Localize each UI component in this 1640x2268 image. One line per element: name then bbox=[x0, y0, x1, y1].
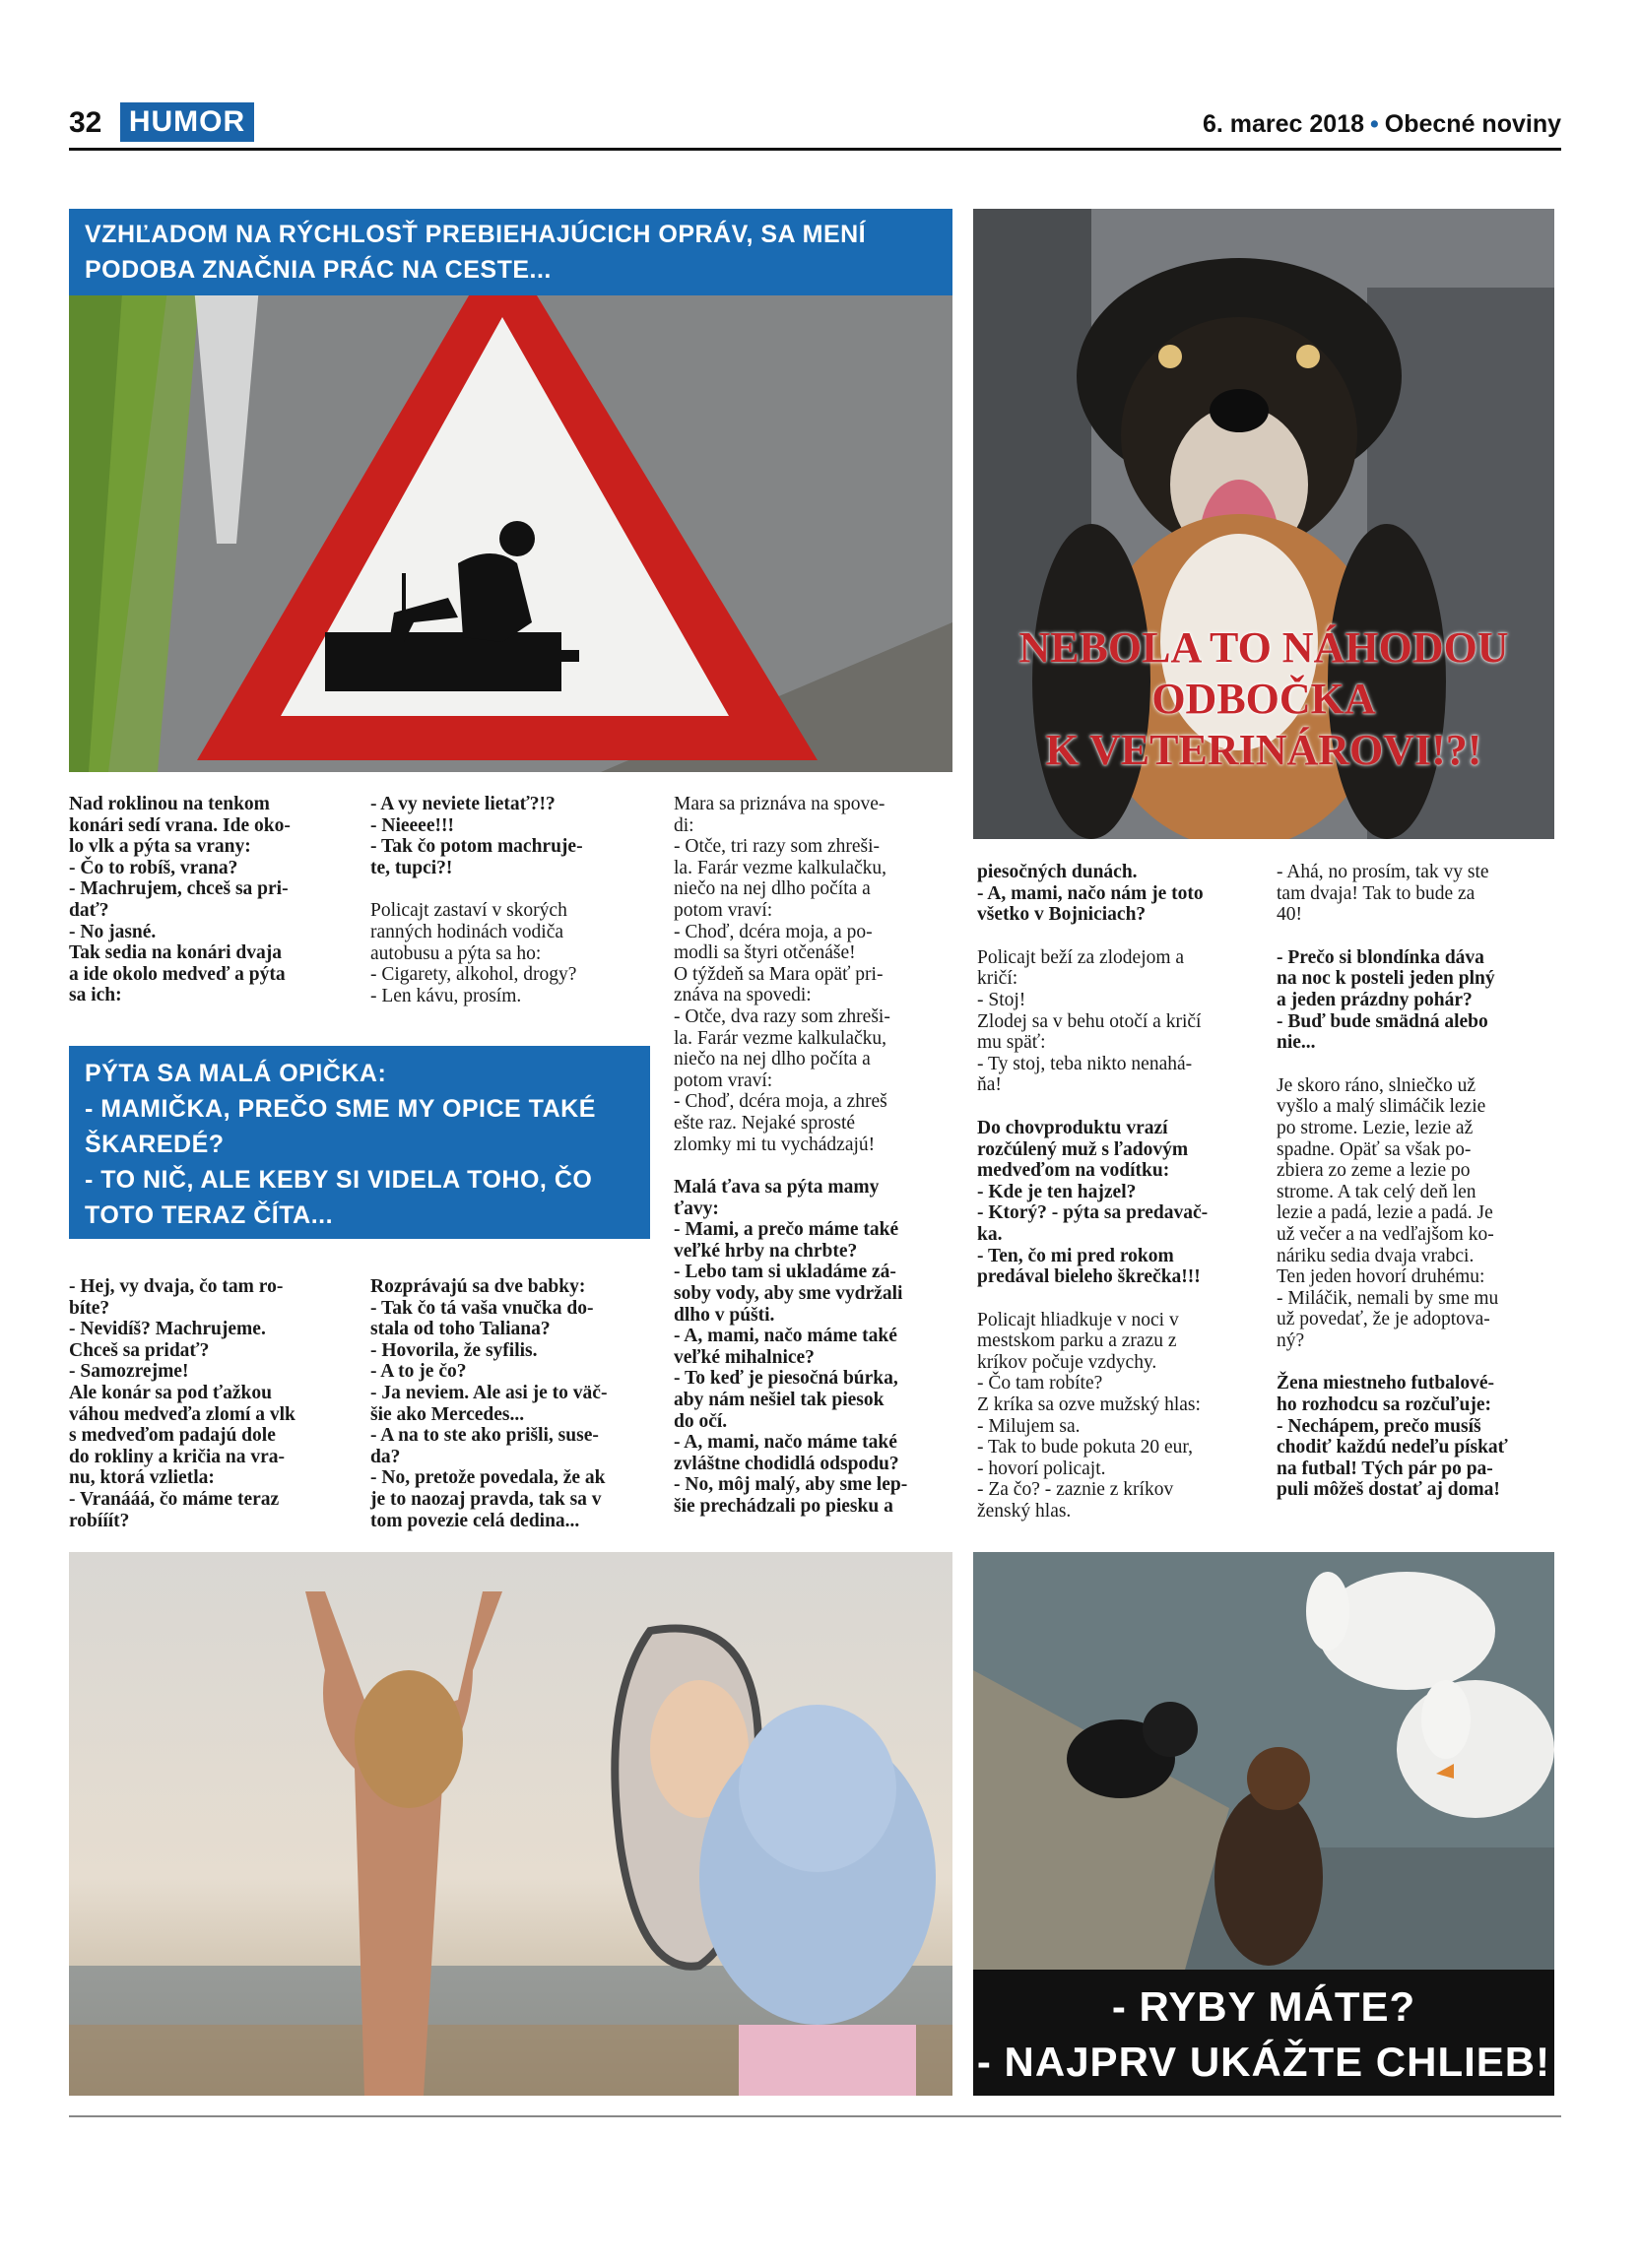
text-line: na futbal! Tých pár po pa- bbox=[1277, 1458, 1493, 1479]
text-line: - Vranááá, čo máme teraz bbox=[69, 1488, 280, 1510]
text-line: - Ja neviem. Ale asi je to väč- bbox=[370, 1382, 608, 1403]
text-line: Malá ťava sa pýta mamy bbox=[674, 1177, 880, 1199]
text-line: - To keď je piesočná búrka, bbox=[674, 1368, 898, 1390]
text-line: - Ten, čo mi pred rokom bbox=[977, 1245, 1174, 1266]
text-line: - Miláčik, nemali by sme mu bbox=[1277, 1287, 1499, 1309]
separator-dot: • bbox=[1370, 110, 1379, 138]
text-line: ranných hodinách vodiča bbox=[370, 921, 564, 942]
text-line: medveďom na vodítku: bbox=[977, 1160, 1170, 1182]
text-line: Tak sedia na konári dvaja bbox=[69, 942, 283, 964]
text-line: - Hej, vy dvaja, čo tam ro- bbox=[69, 1276, 284, 1297]
text-line: Ten jeden hovorí druhému: bbox=[1277, 1266, 1485, 1288]
joke-crow-ending bbox=[370, 794, 646, 878]
text-line: zbiera zo zeme a lezie po bbox=[1277, 1160, 1471, 1182]
joke-crow-continued bbox=[69, 1276, 345, 1531]
text-line: Rozprávajú sa dve babky: bbox=[370, 1276, 586, 1297]
mirror-cartoon-photo bbox=[69, 1552, 952, 2096]
text-line: soby vody, aby sme vydržali bbox=[674, 1283, 903, 1305]
text-line: Nad roklinou na tenkom bbox=[69, 794, 270, 814]
text-line: a jeden prázdny pohár? bbox=[1277, 989, 1473, 1010]
text-line: Mara sa priznáva na spove- bbox=[674, 794, 886, 814]
headline-line: PÝTA SA MALÁ OPIČKA: bbox=[85, 1060, 387, 1087]
text-line: dať? bbox=[69, 899, 109, 921]
text-line: a ide okolo medveď a pýta bbox=[69, 963, 286, 985]
text-line: O týždeň sa Mara opäť pri- bbox=[674, 963, 884, 985]
text-line: - Ty stoj, teba nikto nenahá- bbox=[977, 1053, 1193, 1074]
headline-line: VZHĽADOM NA RÝCHLOSŤ PREBIEHAJÚCICH OPRÁV, SA MENÍ bbox=[85, 221, 867, 248]
text-line: lo vlk a pýta sa vrany: bbox=[69, 836, 251, 858]
text-line: potom vraví: bbox=[674, 899, 773, 921]
text-line: potom vraví: bbox=[674, 1069, 773, 1091]
text-line: Žena miestneho futbalové- bbox=[1277, 1373, 1494, 1394]
text-line: - Čo to robíš, vrana? bbox=[69, 857, 238, 878]
text-line: ný? bbox=[1277, 1329, 1305, 1351]
text-line: ženský hlas. bbox=[977, 1501, 1072, 1523]
text-line: la. Farár vezme kalkulačku, bbox=[674, 1027, 887, 1049]
text-line: šie ako Mercedes... bbox=[370, 1403, 525, 1425]
text-line: - A, mami, načo máme také bbox=[674, 1326, 897, 1347]
footer-rule bbox=[69, 2115, 1561, 2117]
text-line: tom povezie celá dedina... bbox=[370, 1510, 580, 1531]
text-line: - Cigarety, alkohol, drogy? bbox=[370, 964, 577, 986]
text-line: - Len kávu, prosím. bbox=[370, 985, 522, 1006]
text-line: - Samozrejme! bbox=[69, 1361, 189, 1383]
headline-line: TOTO TERAZ ČÍTA... bbox=[85, 1201, 334, 1229]
text-line: ešte raz. Nejaké sprosté bbox=[674, 1112, 856, 1134]
joke-blonde bbox=[1277, 947, 1554, 1054]
section-label: HUMOR bbox=[120, 102, 254, 142]
dog-photo bbox=[973, 209, 1554, 839]
text-line: Do chovproduktu vrazí bbox=[977, 1117, 1168, 1138]
text-line: - Mami, a prečo máme také bbox=[674, 1219, 899, 1241]
joke-confession bbox=[674, 794, 950, 1155]
text-line: sa ich: bbox=[69, 985, 122, 1006]
joke-camel-ending bbox=[977, 862, 1255, 926]
text-line: - Machrujem, chceš sa pri- bbox=[69, 878, 289, 900]
text-line: modli sa štyri otčenáše! bbox=[674, 942, 856, 964]
dog-caption-line: K VETERINÁROVI!?! bbox=[1045, 726, 1482, 774]
text-line: - Milujem sa. bbox=[977, 1415, 1081, 1437]
text-line: Policajt zastaví v skorých bbox=[370, 900, 567, 922]
cats-caption-line: - RYBY MÁTE? bbox=[1111, 1983, 1416, 2030]
dog-caption-line: NEBOLA TO NÁHODOU bbox=[1018, 623, 1509, 672]
text-line: Zlodej sa v behu otočí a kričí bbox=[977, 1010, 1202, 1032]
headline-line: - MAMIČKA, PREČO SME MY OPICE TAKÉ bbox=[85, 1095, 596, 1123]
cats-and-swans-photo bbox=[973, 1552, 1554, 2096]
joke-park bbox=[977, 1310, 1255, 1523]
text-line: autobusu a pýta sa ho: bbox=[370, 942, 542, 964]
text-line: - Hovorila, že syfilis. bbox=[370, 1339, 538, 1361]
text-line: ňa! bbox=[977, 1074, 1002, 1096]
text-line: - Za čo? - zaznie z kríkov bbox=[977, 1479, 1174, 1501]
headline-line: PODOBA ZNAČNIA PRÁC NA CESTE... bbox=[85, 256, 552, 284]
text-line: ka. bbox=[977, 1223, 1003, 1245]
text-line: Chceš sa pridať? bbox=[69, 1339, 210, 1361]
text-line: mu späť: bbox=[977, 1032, 1046, 1054]
text-line: kríkov počuje vzdychy. bbox=[977, 1351, 1157, 1373]
headline-line: ŠKAREDÉ? bbox=[85, 1131, 225, 1158]
cats-caption bbox=[973, 1970, 1554, 2096]
cats-caption-line: - NAJPRV UKÁŽTE CHLIEB! bbox=[976, 2039, 1551, 2085]
text-line: zlomky mi tu vychádzajú! bbox=[674, 1134, 876, 1155]
text-line: s medveďom padajú dole bbox=[69, 1425, 276, 1447]
text-line: spadne. Opäť sa však po- bbox=[1277, 1138, 1472, 1160]
text-line: Policajt hliadkuje v noci v bbox=[977, 1309, 1179, 1330]
text-line: - No jasné. bbox=[69, 921, 157, 942]
text-line: strome. A tak celý deň len bbox=[1277, 1181, 1476, 1202]
text-line: - A vy neviete lietať?!? bbox=[370, 794, 556, 814]
joke-column-4 bbox=[977, 862, 1255, 1544]
text-line: niečo na nej dlho počíta a bbox=[674, 878, 871, 900]
text-line: Je skoro ráno, slniečko už bbox=[1277, 1074, 1476, 1096]
text-line: piesočných dunách. bbox=[977, 862, 1138, 882]
text-line: - Stoj! bbox=[977, 989, 1026, 1010]
joke-bus-driver bbox=[370, 900, 646, 1006]
text-line: - Buď bude smädná alebo bbox=[1277, 1010, 1488, 1032]
text-line: - A, mami, načo máme také bbox=[674, 1432, 897, 1454]
text-line: rozčúlený muž s ľadovým bbox=[977, 1138, 1189, 1160]
text-line: - Ktorý? - pýta sa predavač- bbox=[977, 1202, 1209, 1224]
joke-park-ending bbox=[1277, 862, 1554, 926]
joke-snail bbox=[1277, 1075, 1554, 1352]
text-line: náriku sedia dvaja vrabci. bbox=[1277, 1245, 1475, 1266]
text-line: - hovorí policajt. bbox=[977, 1458, 1106, 1479]
dog-caption bbox=[973, 622, 1554, 776]
text-line: - No, môj malý, aby sme lep- bbox=[674, 1474, 908, 1496]
text-line: na noc k posteli jeden plný bbox=[1277, 968, 1495, 990]
text-line: mestskom parku a zrazu z bbox=[977, 1330, 1177, 1352]
text-line: po strome. Lezie, lezie až bbox=[1277, 1117, 1474, 1138]
text-line: chodiť každú nedeľu pískať bbox=[1277, 1437, 1508, 1458]
text-line: - Kde je ten hajzel? bbox=[977, 1181, 1137, 1202]
text-line: di: bbox=[674, 814, 694, 836]
text-line: zvláštne chodidlá odspodu? bbox=[674, 1453, 899, 1474]
text-line: - Nechápem, prečo musíš bbox=[1277, 1415, 1481, 1437]
text-line: do očí. bbox=[674, 1410, 728, 1432]
text-line: da? bbox=[370, 1446, 401, 1467]
text-line: bíte? bbox=[69, 1297, 110, 1319]
text-line: všetko v Bojniciach? bbox=[977, 904, 1147, 926]
text-line: la. Farár vezme kalkulačku, bbox=[674, 857, 887, 878]
joke-column-2-top bbox=[370, 794, 646, 1028]
text-line: konári sedí vrana. Ide oko- bbox=[69, 814, 291, 836]
text-line: - A na to ste ako prišli, suse- bbox=[370, 1425, 599, 1447]
text-line: - Otče, tri razy som zhreši- bbox=[674, 836, 880, 858]
text-line: - Prečo si blondínka dáva bbox=[1277, 946, 1484, 968]
joke-column-3 bbox=[674, 794, 950, 1539]
joke-thief bbox=[977, 947, 1255, 1096]
text-line: Ale konár sa pod ťažkou bbox=[69, 1382, 272, 1403]
text-line: vyšlo a malý slimáčik lezie bbox=[1277, 1096, 1486, 1118]
text-line: - Tak čo potom machruje- bbox=[370, 836, 583, 858]
text-line: stala od toho Taliana? bbox=[370, 1319, 551, 1340]
text-line: puli môžeš dostať aj doma! bbox=[1277, 1479, 1500, 1501]
text-line: znáva na spovedi: bbox=[674, 985, 812, 1006]
text-line: - Čo tam robíte? bbox=[977, 1373, 1103, 1394]
text-line: - Ahá, no prosím, tak vy ste bbox=[1277, 862, 1489, 882]
joke-pet-shop bbox=[977, 1118, 1255, 1288]
text-line: váhou medveďa zlomí a vlk bbox=[69, 1403, 295, 1425]
headline-line: - TO NIČ, ALE KEBY SI VIDELA TOHO, ČO bbox=[85, 1166, 593, 1194]
text-line: ho rozhodcu sa rozčuľuje: bbox=[1277, 1394, 1492, 1416]
text-line: nu, ktorá vzlietla: bbox=[69, 1467, 215, 1489]
text-line: niečo na nej dlho počíta a bbox=[674, 1049, 871, 1070]
text-line: kričí: bbox=[977, 968, 1018, 990]
text-line: - Choď, dcéra moja, a po- bbox=[674, 921, 873, 942]
text-line: - No, pretože povedala, že ak bbox=[370, 1467, 606, 1489]
joke-referee bbox=[1277, 1373, 1554, 1501]
text-line: aby nám nešiel tak piesok bbox=[674, 1390, 885, 1411]
text-line: lezie a padá, lezie a padá. Je bbox=[1277, 1202, 1493, 1224]
text-line: robííít? bbox=[69, 1510, 130, 1531]
text-line: - Tak čo tá vaša vnučka do- bbox=[370, 1297, 594, 1319]
text-line: nie... bbox=[1277, 1032, 1316, 1054]
text-line: veľké hrby na chrbte? bbox=[674, 1240, 858, 1262]
text-line: ťavy: bbox=[674, 1198, 719, 1219]
text-line: predával bieleho škrečka!!! bbox=[977, 1266, 1201, 1288]
text-line: už večer a na vedľajšom ko- bbox=[1277, 1223, 1494, 1245]
text-line: už povedať, že je adoptova- bbox=[1277, 1309, 1490, 1330]
headline-roadworks bbox=[69, 209, 952, 295]
headline-monkey bbox=[69, 1046, 650, 1239]
text-line: veľké mihalnice? bbox=[674, 1346, 815, 1368]
text-line: te, tupci?! bbox=[370, 857, 453, 878]
text-line: Z kríka sa ozve mužský hlas: bbox=[977, 1394, 1201, 1416]
dog-caption-line: ODBOČKA bbox=[1151, 675, 1376, 723]
text-line: 40! bbox=[1277, 904, 1302, 926]
text-line: Policajt beží za zlodejom a bbox=[977, 946, 1185, 968]
text-line: - Lebo tam si ukladáme zá- bbox=[674, 1262, 896, 1283]
issue-date: 6. marec 2018 bbox=[1202, 110, 1365, 138]
joke-camel bbox=[674, 1177, 950, 1518]
header-rule bbox=[69, 148, 1561, 151]
text-line: - Otče, dva razy som zhreši- bbox=[674, 1005, 890, 1027]
issue-info bbox=[1203, 110, 1561, 139]
text-line: je to naozaj pravda, tak sa v bbox=[370, 1488, 602, 1510]
text-line: dlho v púšti. bbox=[674, 1304, 775, 1326]
publication-name: Obecné noviny bbox=[1384, 110, 1561, 138]
page-number: 32 bbox=[69, 106, 102, 139]
text-line: - A to je čo? bbox=[370, 1361, 467, 1383]
joke-grandmothers bbox=[370, 1276, 646, 1531]
text-line: - A, mami, načo nám je toto bbox=[977, 882, 1204, 904]
text-line: - Nevidíš? Machrujeme. bbox=[69, 1319, 266, 1340]
joke-column-5 bbox=[1277, 862, 1554, 1523]
text-line: - Tak to bude pokuta 20 eur, bbox=[977, 1437, 1193, 1458]
text-line: šie prechádzali po piesku a bbox=[674, 1496, 893, 1517]
text-line: - Choď, dcéra moja, a zhreš bbox=[674, 1091, 887, 1113]
joke-crow bbox=[69, 794, 345, 1006]
text-line: do rokliny a kričia na vra- bbox=[69, 1446, 286, 1467]
text-line: tam dvaja! Tak to bude za bbox=[1277, 882, 1476, 904]
text-line: - Nieeee!!! bbox=[370, 814, 454, 836]
